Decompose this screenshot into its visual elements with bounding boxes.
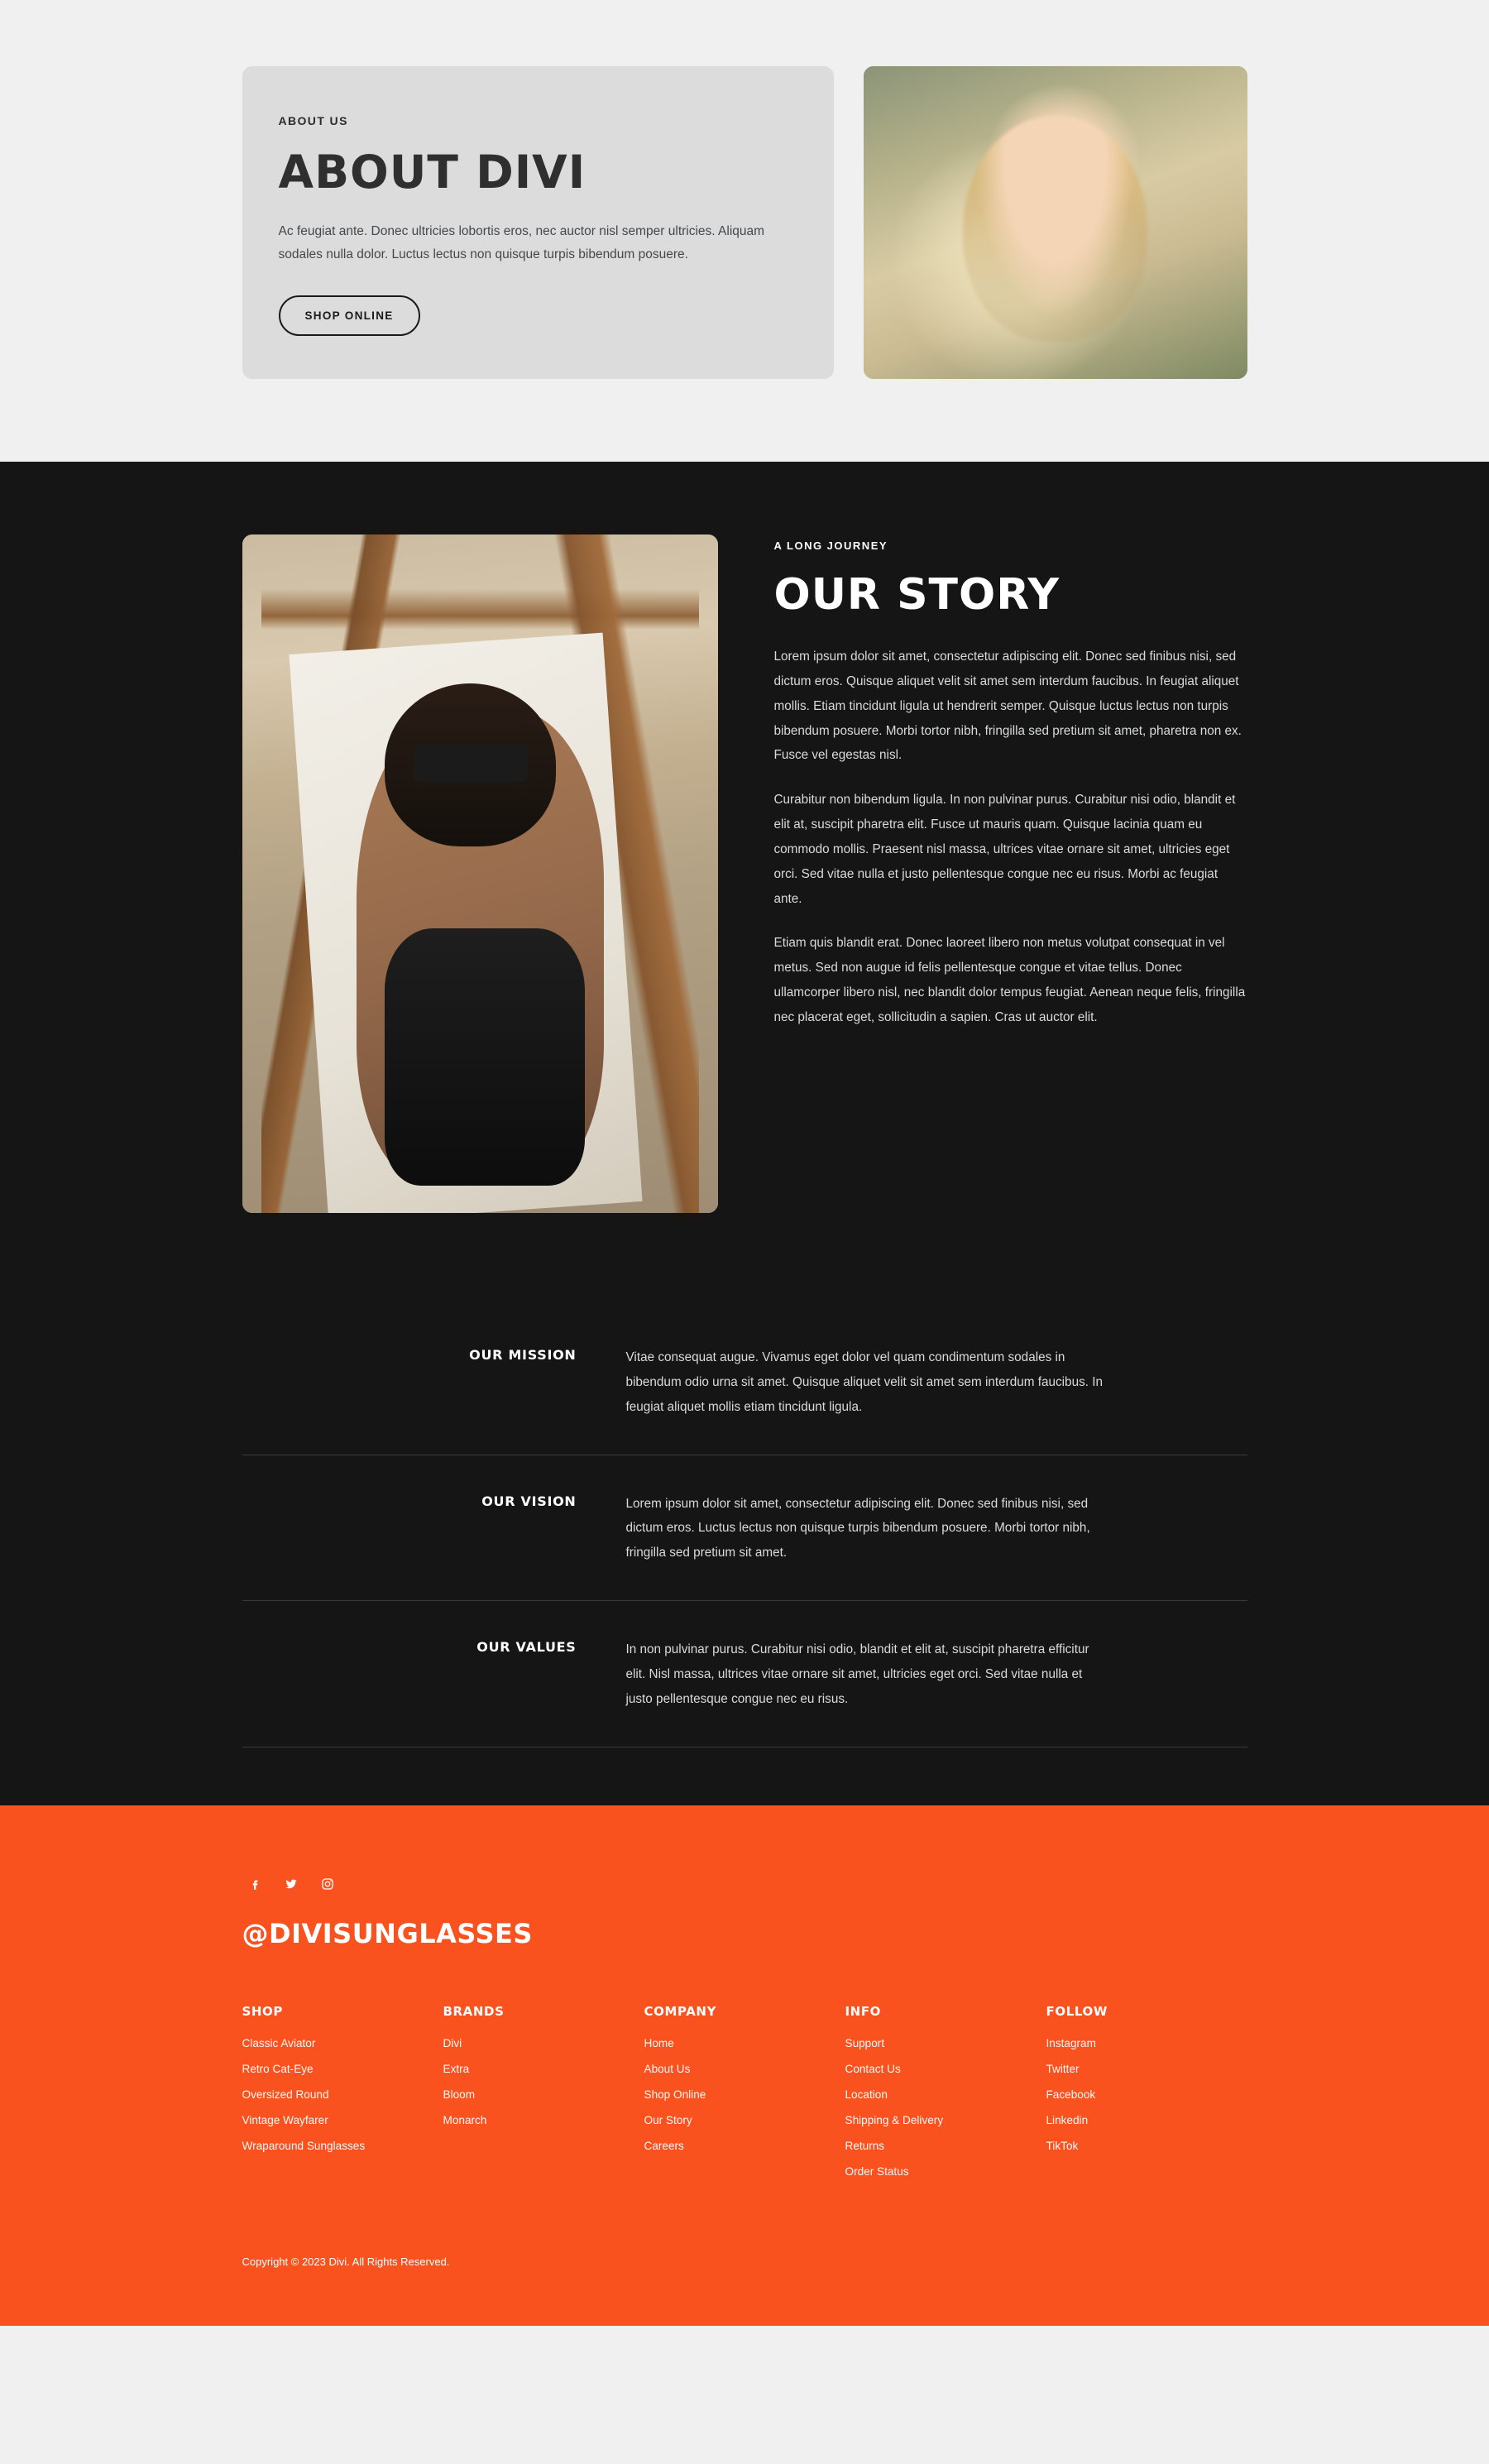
twitter-icon[interactable]	[282, 1875, 300, 1893]
woman-beach-lounger-image	[242, 535, 718, 1213]
footer-link[interactable]: Vintage Wayfarer	[242, 2113, 328, 2126]
footer-column-shop	[242, 2004, 443, 2191]
site-footer	[0, 1805, 1489, 2326]
footer-link[interactable]: Bloom	[443, 2088, 476, 2101]
footer-link[interactable]: Shipping & Delivery	[845, 2113, 944, 2126]
copyright-text: Copyright © 2023 Divi. All Rights Reserved.	[242, 2255, 450, 2268]
footer-column-info	[845, 2004, 1046, 2191]
about-photo	[864, 66, 1247, 379]
footer-link[interactable]: Location	[845, 2088, 888, 2101]
story-paragraph: Curabitur non bibendum ligula. In non pulvinar purus. Curabitur nisi odio, blandit et elit at, suscipit pharetra elit. Fusce ut mauris quam. Quisque lacinia quam eu commodo mollis. Praesent nisl massa, ultrices vitae ornare sit amet, ultricies eget orci. Sed vitae nulla et justo pellentesque congue nec eu risus. Morbi ac feugiat ante.	[773, 793, 1236, 906]
social-links	[242, 1875, 1247, 1893]
footer-link[interactable]: Support	[845, 2036, 885, 2049]
mvv-label: OUR VALUES	[476, 1639, 577, 1656]
mvv-label: OUR MISSION	[469, 1347, 577, 1364]
footer-column-title: FOLLOW	[1046, 2003, 1108, 2019]
shop-online-button[interactable]: SHOP ONLINE	[279, 295, 420, 336]
footer-link[interactable]: Careers	[644, 2139, 684, 2152]
story-eyebrow: A LONG JOURNEY	[773, 539, 888, 553]
footer-link[interactable]: Oversized Round	[242, 2088, 329, 2101]
footer-column-company	[644, 2004, 845, 2191]
about-section	[0, 0, 1489, 462]
footer-column-title: SHOP	[242, 2003, 284, 2019]
swimsuit-shape	[385, 928, 585, 1186]
lips-shape	[1041, 198, 1068, 208]
footer-link[interactable]: Facebook	[1046, 2088, 1096, 2101]
footer-column-brands	[443, 2004, 644, 2191]
mission-vision-values	[242, 1345, 1247, 1805]
footer-column-title: COMPANY	[644, 2003, 717, 2019]
footer-link[interactable]: Instagram	[1046, 2036, 1096, 2049]
footer-link[interactable]: Our Story	[644, 2113, 692, 2126]
story-paragraph: Lorem ipsum dolor sit amet, consectetur adipiscing elit. Donec sed finibus nisi, sed dictum eros. Quisque aliquet velit sit amet sem interdum faucibus. In feugiat aliquet mollis. Etiam tincidunt ligula ut hendrerit semper. Quisque luctus lectus non turpis bibendum posuere. Morbi tortor nibh, fringilla sed pretium sit amet, pharetra non ex. Fusce vel egestas nisl.	[773, 650, 1242, 763]
story-section	[0, 462, 1489, 1805]
footer-columns	[242, 2004, 1247, 2191]
sunglasses-shape	[1017, 163, 1101, 182]
about-eyebrow: ABOUT US	[278, 114, 348, 127]
footer-link[interactable]: Order Status	[845, 2164, 909, 2178]
mvv-text: Vitae consequat augue. Vivamus eget dolor vel quam condimentum sodales in bibendum odio urna sit amet. Quisque aliquet velit sit amet sem interdum faucibus. In feugiat aliquet mollis etiam tincidunt ligula.	[625, 1350, 1103, 1414]
footer-link[interactable]: Contact Us	[845, 2062, 901, 2075]
blonde-woman-sunglasses-image	[864, 66, 1247, 379]
mvv-row	[242, 1637, 1247, 1747]
footer-link[interactable]: Wraparound Sunglasses	[242, 2139, 366, 2152]
footer-column-title: BRANDS	[443, 2003, 505, 2019]
footer-link[interactable]: TikTok	[1046, 2139, 1079, 2152]
footer-link[interactable]: Twitter	[1046, 2062, 1080, 2075]
footer-link[interactable]: Extra	[443, 2062, 470, 2075]
social-handle: @DIVISUNGLASSES	[242, 1917, 533, 1949]
footer-link[interactable]: About Us	[644, 2062, 691, 2075]
facebook-icon[interactable]	[246, 1875, 264, 1893]
footer-column-title: INFO	[845, 2003, 882, 2019]
footer-link[interactable]: Shop Online	[644, 2088, 706, 2101]
mvv-text: In non pulvinar purus. Curabitur nisi odio, blandit et elit at, suscipit pharetra efficitur elit. Nisl massa, ultrices vitae ornare sit amet, ultricies eget orci. Sed vitae nulla et justo pellentesque congue nec eu risus.	[625, 1642, 1089, 1706]
story-photo	[242, 535, 718, 1213]
sunglasses-shape	[414, 745, 528, 782]
footer-link[interactable]: Home	[644, 2036, 674, 2049]
story-title: OUR STORY	[773, 570, 1060, 621]
footer-link[interactable]: Divi	[443, 2036, 462, 2049]
footer-link[interactable]: Monarch	[443, 2113, 487, 2126]
footer-link[interactable]: Retro Cat-Eye	[242, 2062, 314, 2075]
footer-link[interactable]: Returns	[845, 2139, 885, 2152]
about-body-text: Ac feugiat ante. Donec ultricies lobortis eros, nec auctor nisl semper ultricies. Aliquam sodales nulla dolor. Luctus lectus non quisque turpis bibendum posuere.	[278, 223, 765, 262]
mvv-text: Lorem ipsum dolor sit amet, consectetur adipiscing elit. Donec sed finibus nisi, sed dictum eros. Luctus lectus non quisque turpis bibendum posuere. Morbi tortor nibh, fringilla sed pretium sit amet.	[625, 1496, 1090, 1560]
story-text-block	[774, 535, 1247, 1050]
footer-link[interactable]: Classic Aviator	[242, 2036, 316, 2049]
instagram-icon[interactable]	[318, 1875, 337, 1893]
about-card	[242, 66, 834, 379]
mvv-row	[242, 1492, 1247, 1601]
mvv-row	[242, 1345, 1247, 1455]
mvv-label: OUR VISION	[481, 1493, 577, 1509]
page-title: ABOUT DIVI	[278, 146, 587, 199]
story-paragraph: Etiam quis blandit erat. Donec laoreet libero non metus volutpat consequat in vel metus. Sed non augue id felis pellentesque congue et vitae tellus. Donec ullamcorper libero nisl, nec blandit dolor tempus feugiat. Aenean neque felis, fringilla nec placerat eget, sollicitudin a sapien. Cras ut auctor elit.	[773, 936, 1246, 1024]
footer-link[interactable]: Linkedin	[1046, 2113, 1089, 2126]
footer-column-follow	[1046, 2004, 1247, 2191]
